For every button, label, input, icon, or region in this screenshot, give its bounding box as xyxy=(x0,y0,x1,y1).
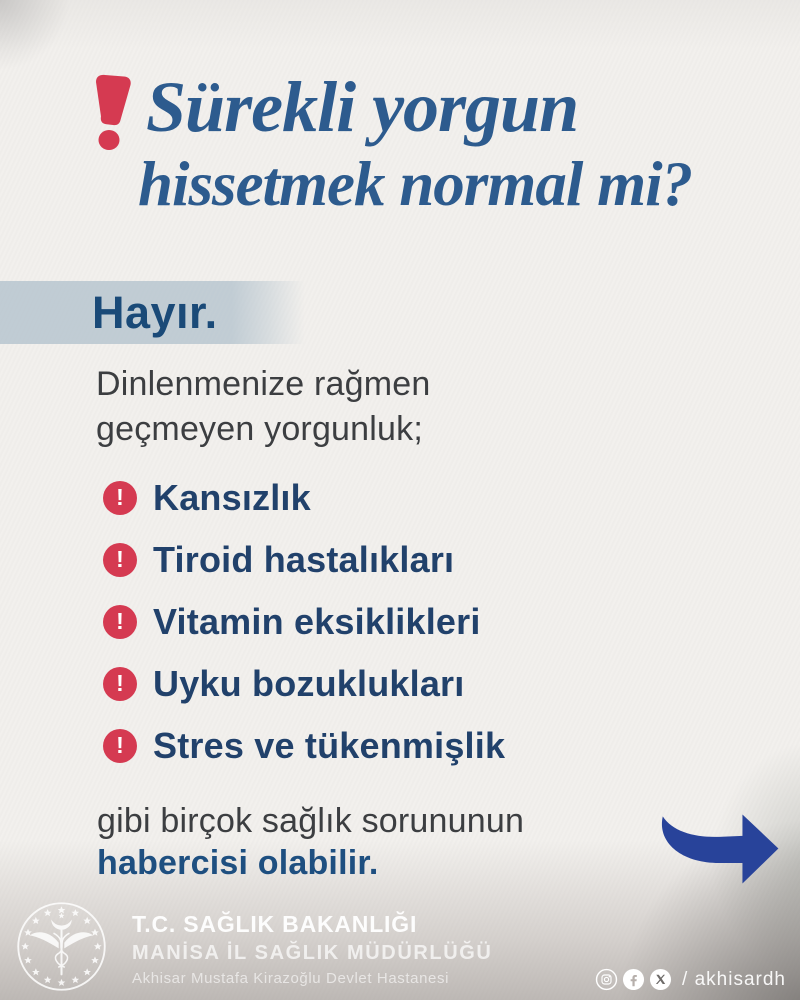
org-name-tertiary: Akhisar Mustafa Kirazoğlu Devlet Hastanesi xyxy=(132,970,449,987)
intro-line1: Dinlenmenize rağmen xyxy=(96,365,431,403)
alert-exclamation-icon xyxy=(103,481,137,515)
answer-text: Hayır. xyxy=(92,286,218,338)
alert-glyph: ! xyxy=(116,669,124,696)
list-item xyxy=(103,591,505,653)
causes-list xyxy=(103,467,505,777)
instagram-icon xyxy=(595,968,618,991)
x-icon xyxy=(649,968,672,991)
poster-title-line1: Sürekli yorgun xyxy=(146,67,579,147)
alert-exclamation-icon xyxy=(103,729,137,763)
arrow-right-icon xyxy=(651,797,797,899)
alert-glyph: ! xyxy=(116,607,124,634)
alert-exclamation-icon xyxy=(103,605,137,639)
alert-glyph: ! xyxy=(116,731,124,758)
list-item xyxy=(103,653,505,715)
intro-line2: geçmeyen yorgunluk; xyxy=(96,410,423,448)
outro-line2: habercisi olabilir. xyxy=(97,844,379,882)
list-item xyxy=(103,715,505,777)
answer-highlight-band xyxy=(0,281,305,344)
list-item-label: Kansızlık xyxy=(153,477,311,518)
list-item xyxy=(103,467,505,529)
social-media-row xyxy=(595,968,786,991)
list-item-label: Uyku bozuklukları xyxy=(153,663,465,704)
alert-exclamation-icon xyxy=(103,543,137,577)
facebook-icon xyxy=(622,968,645,991)
alert-glyph: ! xyxy=(116,545,124,572)
org-name-primary: T.C. SAĞLIK BAKANLIĞI xyxy=(132,911,418,937)
outro-paragraph xyxy=(97,800,524,884)
list-item-label: Vitamin eksiklikleri xyxy=(153,601,481,642)
poster-title-line2: hissetmek normal mi? xyxy=(138,149,693,219)
outro-line1: gibi birçok sağlık sorununun xyxy=(97,802,525,840)
org-name-secondary: MANİSA İL SAĞLIK MÜDÜRLÜĞÜ xyxy=(132,942,493,964)
list-item xyxy=(103,529,505,591)
intro-paragraph xyxy=(96,362,431,452)
footer-organization xyxy=(132,911,492,987)
list-item-label: Stres ve tükenmişlik xyxy=(153,725,506,766)
list-item-label: Tiroid hastalıkları xyxy=(153,539,455,580)
ministry-of-health-logo xyxy=(15,900,108,993)
social-handle: / akhisardh xyxy=(682,968,786,990)
alert-glyph: ! xyxy=(116,483,124,510)
exclamation-mark-icon xyxy=(84,73,138,155)
alert-exclamation-icon xyxy=(103,667,137,701)
